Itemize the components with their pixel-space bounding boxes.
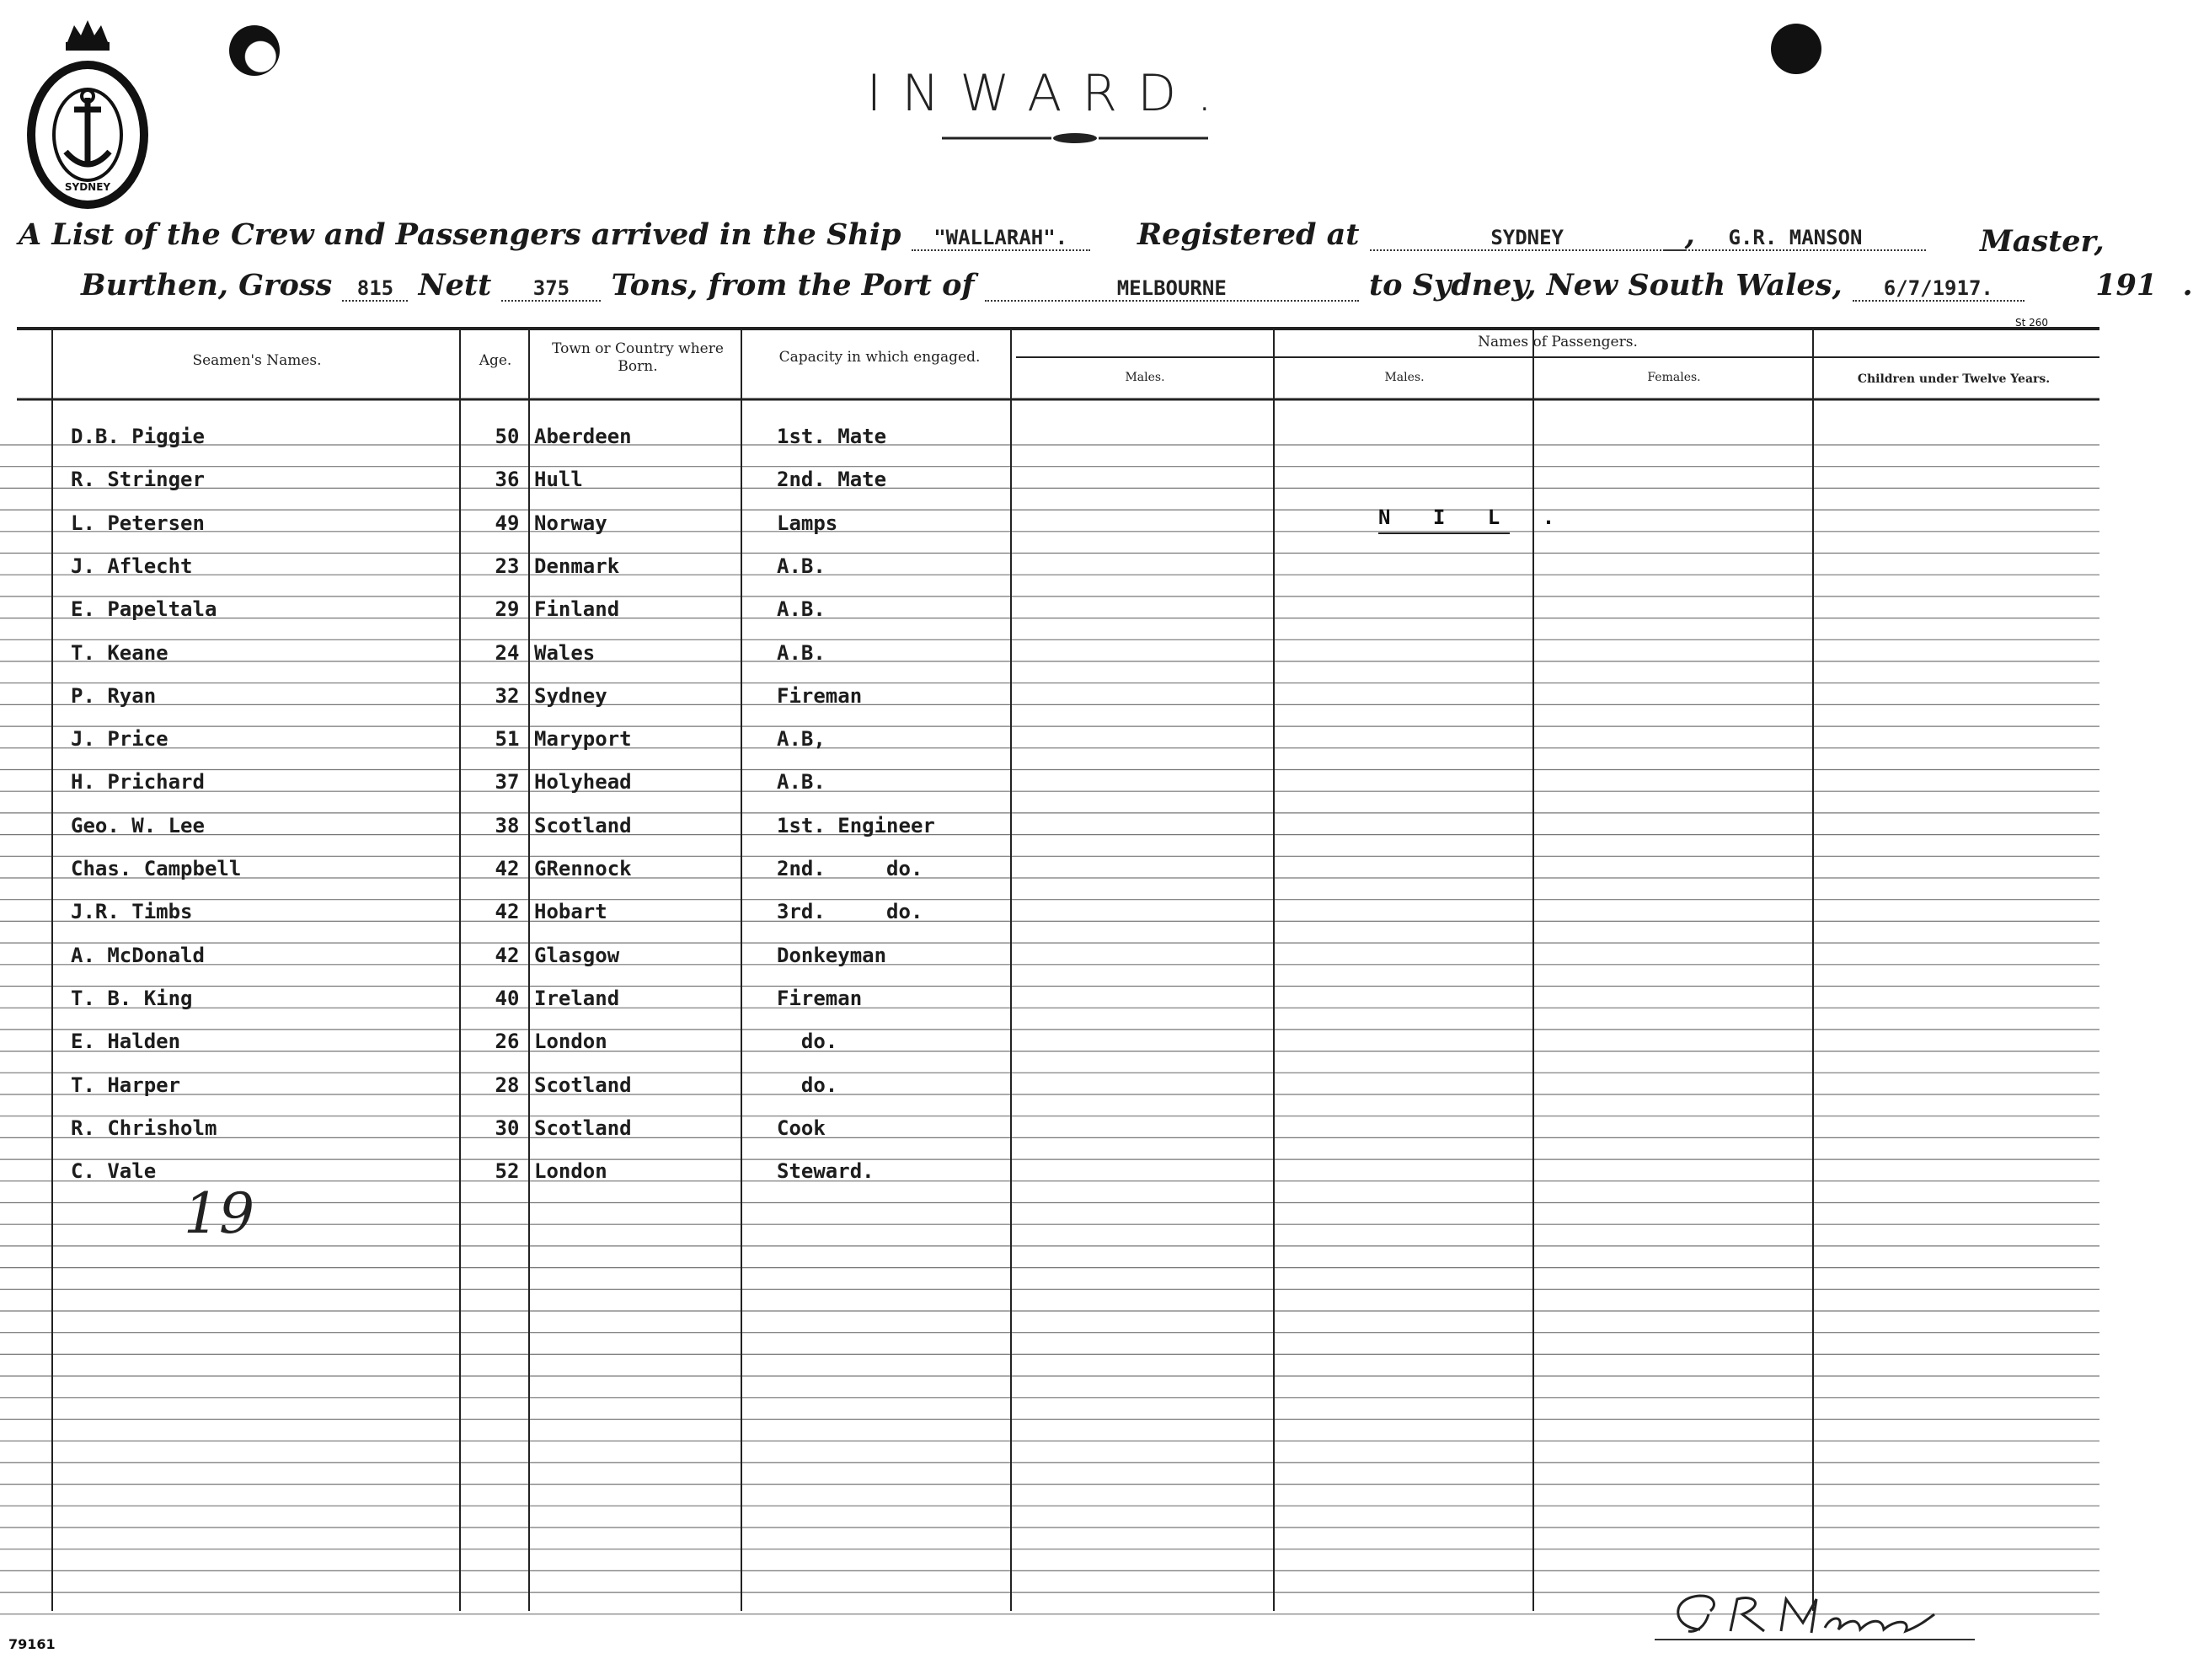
table-row xyxy=(0,1068,2083,1111)
crew-capacity: Lamps xyxy=(777,511,838,535)
col-header-town: Town or Country where Born. xyxy=(552,340,724,375)
crew-name: J. Price xyxy=(71,727,168,752)
crew-age: 40 xyxy=(495,986,520,1010)
table-row xyxy=(0,809,2083,852)
crew-age: 50 xyxy=(495,425,520,448)
crew-birthplace: Sydney xyxy=(534,683,607,708)
table-row xyxy=(0,592,2083,635)
crew-birthplace: Hull xyxy=(534,468,583,492)
crew-capacity: Cook xyxy=(777,1116,826,1140)
crew-age: 36 xyxy=(495,468,520,492)
crew-name: E. Halden xyxy=(71,1030,181,1054)
table-row xyxy=(0,463,2083,506)
crew-age: 49 xyxy=(495,511,520,535)
table-row xyxy=(0,765,2083,808)
crew-capacity: Fireman xyxy=(777,986,863,1010)
registered-port-field: SYDNEY xyxy=(1370,226,1685,251)
form-number: 79161 xyxy=(8,1636,56,1652)
crew-birthplace: Maryport xyxy=(534,727,632,752)
crew-capacity: A.B. xyxy=(777,770,826,795)
crew-birthplace: Glasgow xyxy=(534,943,620,967)
crew-age: 29 xyxy=(495,597,520,622)
table-row xyxy=(0,982,2083,1025)
crew-name: J. Aflecht xyxy=(71,554,193,578)
crew-capacity: do. xyxy=(777,1073,838,1097)
crew-capacity: A.B. xyxy=(777,554,826,578)
crew-name: T. Keane xyxy=(71,640,168,665)
crew-name: T. B. King xyxy=(71,986,193,1010)
col-header-children: Children under Twelve Years. xyxy=(1857,372,2051,386)
crew-birthplace: London xyxy=(534,1030,607,1054)
crew-birthplace: Scotland xyxy=(534,1116,632,1140)
crew-capacity: Fireman xyxy=(777,683,863,708)
svg-text:SYDNEY: SYDNEY xyxy=(64,181,111,193)
crew-age: 51 xyxy=(495,727,520,752)
crew-birthplace: Norway xyxy=(534,511,607,535)
table-row xyxy=(0,895,2083,938)
crew-birthplace: Ireland xyxy=(534,986,620,1010)
crew-birthplace: Denmark xyxy=(534,554,620,578)
col-header-females: Females. xyxy=(1647,371,1701,384)
crew-capacity: A.B, xyxy=(777,727,826,752)
crew-age: 32 xyxy=(495,683,520,708)
table-row xyxy=(0,852,2083,895)
crew-name: P. Ryan xyxy=(71,683,157,708)
crew-capacity: Donkeyman xyxy=(777,943,887,967)
table-row xyxy=(0,636,2083,679)
crew-name: Geo. W. Lee xyxy=(71,813,205,837)
crew-capacity: 1st. Engineer xyxy=(777,813,935,837)
passengers-nil-note: N I L . xyxy=(1378,506,1570,529)
table-row xyxy=(0,1154,2083,1197)
crew-age: 42 xyxy=(495,943,520,967)
table-row xyxy=(0,722,2083,765)
col-header-passengers: Names of Passengers. xyxy=(1478,334,1638,350)
document-title: INWARD. xyxy=(866,64,1233,123)
crew-capacity: A.B. xyxy=(777,640,826,665)
header-line-1: A List of the Crew and Passengers arrived in the Ship "WALLARAH". xyxy=(19,217,1090,252)
crew-name: D.B. Piggie xyxy=(71,425,205,448)
crew-name: R. Chrisholm xyxy=(71,1116,217,1140)
table-row xyxy=(0,1025,2083,1067)
header-line-2: Burthen, Gross 815 Nett 375 Tons, from the Port of MELBOURNE to Sydney, New South Wales, 6/7/1917. 191 . xyxy=(81,268,2193,302)
crew-age: 26 xyxy=(495,1030,520,1054)
crew-birthplace: Scotland xyxy=(534,1073,632,1097)
col-header-age: Age. xyxy=(479,352,512,369)
crew-name: E. Papeltala xyxy=(71,597,217,622)
header-registered: Registered at SYDNEY , xyxy=(1137,217,1695,252)
crew-birthplace: Scotland xyxy=(534,813,632,837)
form-reference: St 260 xyxy=(2015,317,2049,329)
crew-birthplace: GRennock xyxy=(534,857,632,880)
crew-capacity: 2nd. do. xyxy=(777,857,923,880)
crew-birthplace: London xyxy=(534,1159,607,1184)
crew-birthplace: Aberdeen xyxy=(534,425,632,448)
crew-birthplace: Holyhead xyxy=(534,770,632,795)
col-header-males-2: Males. xyxy=(1384,371,1425,384)
nett-tonnage-field: 375 xyxy=(501,276,601,302)
crew-name: L. Petersen xyxy=(71,511,205,535)
crew-capacity: 2nd. Mate xyxy=(777,468,887,492)
crew-age: 42 xyxy=(495,900,520,924)
crew-age: 37 xyxy=(495,770,520,795)
crew-age: 24 xyxy=(495,640,520,665)
table-row xyxy=(0,549,2083,592)
crew-capacity: 1st. Mate xyxy=(777,425,887,448)
gross-tonnage-field: 815 xyxy=(342,276,408,302)
crew-age: 28 xyxy=(495,1073,520,1097)
col-header-names: Seamen's Names. xyxy=(192,352,322,369)
crew-capacity: do. xyxy=(777,1030,838,1054)
crew-name: J.R. Timbs xyxy=(71,900,193,924)
crew-age: 23 xyxy=(495,554,520,578)
crew-age: 30 xyxy=(495,1116,520,1140)
crew-name: A. McDonald xyxy=(71,943,205,967)
master-label: Master, xyxy=(1980,224,2105,259)
col-header-capacity: Capacity in which engaged. xyxy=(778,349,981,366)
from-port-field: MELBOURNE xyxy=(985,276,1359,302)
ship-name-field: "WALLARAH". xyxy=(912,226,1090,251)
crew-age: 42 xyxy=(495,857,520,880)
nil-underline xyxy=(1378,532,1510,534)
table-row xyxy=(0,1111,2083,1154)
table-row xyxy=(0,420,2083,463)
table-row xyxy=(0,679,2083,722)
date-field: 6/7/1917. xyxy=(1853,276,2025,302)
table-row xyxy=(0,506,2083,549)
crew-birthplace: Finland xyxy=(534,597,620,622)
crew-age: 52 xyxy=(495,1159,520,1184)
crew-tally: 19 xyxy=(184,1181,254,1246)
master-name-field: G.R. MANSON xyxy=(1665,226,1926,251)
master-signature xyxy=(1638,1581,1992,1651)
crew-capacity: Steward. xyxy=(777,1159,875,1184)
crew-name: C. Vale xyxy=(71,1159,157,1184)
crew-age: 38 xyxy=(495,813,520,837)
crew-name: Chas. Campbell xyxy=(71,857,242,880)
col-header-males-1: Males. xyxy=(1125,371,1165,384)
crew-name: T. Harper xyxy=(71,1073,181,1097)
crew-birthplace: Wales xyxy=(534,640,596,665)
crew-capacity: A.B. xyxy=(777,597,826,622)
crew-capacity: 3rd. do. xyxy=(777,900,923,924)
table-row xyxy=(0,939,2083,982)
crew-name: R. Stringer xyxy=(71,468,205,492)
crew-name: H. Prichard xyxy=(71,770,205,795)
crew-birthplace: Hobart xyxy=(534,900,607,924)
